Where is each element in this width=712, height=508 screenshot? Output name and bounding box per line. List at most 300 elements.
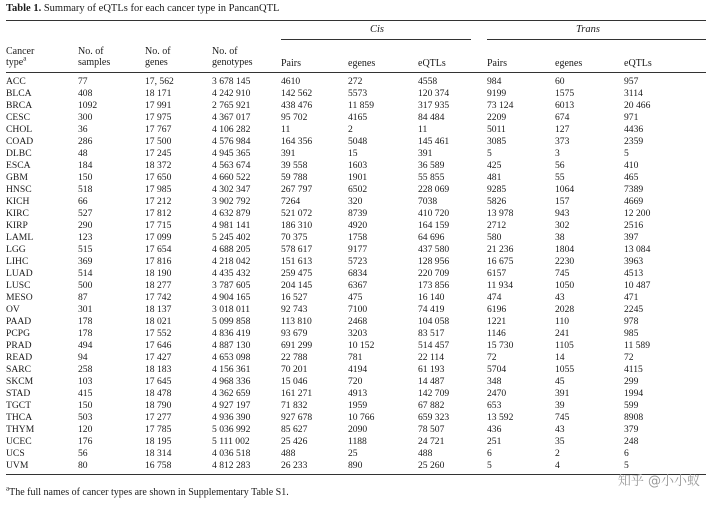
cell-trans-pairs: 9199 (487, 88, 507, 99)
table-row (0, 220, 712, 232)
table-row (0, 412, 712, 424)
table-row (0, 304, 712, 316)
cell-genotypes: 3 678 145 (212, 76, 251, 87)
cell-cis-eqtls: 104 058 (418, 316, 450, 327)
cell-cis-pairs: 161 271 (281, 388, 313, 399)
cell-trans-eqtls: 1994 (624, 388, 644, 399)
cell-cis-eqtls: 128 956 (418, 256, 450, 267)
cis-group-rule (281, 39, 471, 40)
cell-cancer-type: BRCA (6, 100, 33, 111)
table-row (0, 112, 712, 124)
cell-cis-egenes: 2090 (348, 424, 368, 435)
cell-trans-egenes: 1055 (555, 364, 575, 375)
cell-samples: 500 (78, 280, 93, 291)
cell-samples: 503 (78, 412, 93, 423)
cell-trans-eqtls: 5 (624, 148, 629, 159)
table-row (0, 256, 712, 268)
cell-trans-egenes: 38 (555, 232, 565, 243)
cell-cis-egenes: 25 (348, 448, 358, 459)
cell-genes: 17 099 (145, 232, 172, 243)
cell-cis-egenes: 5573 (348, 88, 368, 99)
cell-cancer-type: KIRC (6, 208, 29, 219)
table-row (0, 148, 712, 160)
cell-genotypes: 4 688 205 (212, 244, 251, 255)
cell-cancer-type: GBM (6, 172, 28, 183)
table-row (0, 448, 712, 460)
cell-cis-pairs: 4610 (281, 76, 301, 87)
cell-trans-egenes: 4 (555, 460, 560, 471)
cell-trans-egenes: 110 (555, 316, 570, 327)
cell-cis-egenes: 11 859 (348, 100, 375, 111)
cell-cis-eqtls: 659 323 (418, 412, 450, 423)
cell-samples: 80 (78, 460, 88, 471)
table-row (0, 400, 712, 412)
cell-genes: 18 021 (145, 316, 172, 327)
cell-trans-pairs: 72 (487, 352, 497, 363)
cell-trans-pairs: 580 (487, 232, 502, 243)
cell-samples: 369 (78, 256, 93, 267)
cell-cis-egenes: 1603 (348, 160, 368, 171)
cell-cis-egenes: 4194 (348, 364, 368, 375)
cell-cis-eqtls: 84 484 (418, 112, 445, 123)
table-row (0, 160, 712, 172)
cell-cis-egenes: 4920 (348, 220, 368, 231)
header-cancer-type: Cancer type$^a$ (6, 46, 35, 68)
cell-samples: 176 (78, 436, 93, 447)
cell-trans-pairs: 6157 (487, 268, 507, 279)
cell-trans-egenes: 1575 (555, 88, 575, 99)
cell-cis-eqtls: 437 580 (418, 244, 450, 255)
cell-genes: 18 478 (145, 388, 172, 399)
cell-cis-eqtls: 514 457 (418, 340, 450, 351)
cell-genotypes: 4 660 522 (212, 172, 251, 183)
cell-cancer-type: CESC (6, 112, 30, 123)
cell-trans-eqtls: 3963 (624, 256, 644, 267)
cell-cis-egenes: 720 (348, 376, 363, 387)
cell-cis-eqtls: 22 114 (418, 352, 445, 363)
cell-genotypes: 3 787 605 (212, 280, 251, 291)
cell-cis-eqtls: 4558 (418, 76, 438, 87)
cell-cancer-type: BLCA (6, 88, 32, 99)
cell-cis-pairs: 70 375 (281, 232, 308, 243)
cell-genes: 18 195 (145, 436, 172, 447)
cell-cancer-type: SKCM (6, 376, 34, 387)
cell-cancer-type: COAD (6, 136, 34, 147)
cell-cis-egenes: 10 766 (348, 412, 375, 423)
cell-trans-pairs: 13 978 (487, 208, 514, 219)
cell-trans-egenes: 55 (555, 172, 565, 183)
footnote: $^a$The full names of cancer types are shown in Supplementary Table S1. (6, 484, 289, 498)
cell-genotypes: 5 099 858 (212, 316, 251, 327)
cell-trans-eqtls: 957 (624, 76, 639, 87)
cell-trans-pairs: 21 236 (487, 244, 514, 255)
cell-cancer-type: ESCA (6, 160, 31, 171)
header-cis-eqtls: eQTLs (418, 58, 446, 69)
table-caption (6, 3, 279, 14)
cell-trans-pairs: 11 934 (487, 280, 514, 291)
cell-cis-eqtls: 488 (418, 448, 433, 459)
cell-genes: 17 277 (145, 412, 172, 423)
table-row (0, 136, 712, 148)
cell-trans-egenes: 1804 (555, 244, 575, 255)
cell-trans-eqtls: 10 487 (624, 280, 651, 291)
cell-samples: 1092 (78, 100, 98, 111)
cell-cis-pairs: 164 356 (281, 136, 313, 147)
cell-cis-egenes: 6834 (348, 268, 368, 279)
cell-cis-pairs: 39 558 (281, 160, 308, 171)
cell-trans-pairs: 6196 (487, 304, 507, 315)
cell-trans-egenes: 373 (555, 136, 570, 147)
cell-cis-pairs: 578 617 (281, 244, 313, 255)
cell-genotypes: 4 576 984 (212, 136, 251, 147)
cell-cis-eqtls: 317 935 (418, 100, 450, 111)
cell-cis-egenes: 272 (348, 76, 363, 87)
cell-samples: 94 (78, 352, 88, 363)
cell-trans-egenes: 391 (555, 388, 570, 399)
cell-cis-eqtls: 120 374 (418, 88, 450, 99)
cell-trans-pairs: 16 675 (487, 256, 514, 267)
header-cis-egenes: egenes (348, 58, 376, 69)
cell-trans-egenes: 3 (555, 148, 560, 159)
cell-trans-eqtls: 2516 (624, 220, 644, 231)
cell-cancer-type: UVM (6, 460, 29, 471)
cell-trans-pairs: 5826 (487, 196, 507, 207)
cell-samples: 150 (78, 172, 93, 183)
cell-trans-eqtls: 6 (624, 448, 629, 459)
cell-trans-pairs: 436 (487, 424, 502, 435)
cell-cis-eqtls: 142 709 (418, 388, 450, 399)
cell-trans-pairs: 984 (487, 76, 502, 87)
cell-trans-egenes: 127 (555, 124, 570, 135)
cell-trans-eqtls: 72 (624, 352, 634, 363)
header-rule (6, 72, 706, 73)
cell-cis-pairs: 391 (281, 148, 296, 159)
cell-samples: 48 (78, 148, 88, 159)
cell-cis-egenes: 1959 (348, 400, 368, 411)
cell-genotypes: 4 036 518 (212, 448, 251, 459)
cell-genotypes: 4 563 674 (212, 160, 251, 171)
table-row (0, 232, 712, 244)
cell-trans-eqtls: 465 (624, 172, 639, 183)
cell-trans-egenes: 60 (555, 76, 565, 87)
cell-genes: 17, 562 (145, 76, 174, 87)
cell-trans-egenes: 1064 (555, 184, 575, 195)
watermark: 知乎 @小小蚁 (617, 474, 700, 489)
cell-cis-pairs: 488 (281, 448, 296, 459)
cell-samples: 301 (78, 304, 93, 315)
cell-trans-egenes: 302 (555, 220, 570, 231)
cell-cis-eqtls: 61 193 (418, 364, 445, 375)
cell-trans-pairs: 5011 (487, 124, 506, 135)
cell-cis-pairs: 113 810 (281, 316, 312, 327)
cell-cis-pairs: 438 476 (281, 100, 313, 111)
cell-cis-pairs: 927 678 (281, 412, 313, 423)
cell-cis-eqtls: 78 507 (418, 424, 445, 435)
table-row (0, 244, 712, 256)
cell-trans-egenes: 745 (555, 412, 570, 423)
cell-cancer-type: LUSC (6, 280, 31, 291)
cell-genes: 17 650 (145, 172, 172, 183)
cell-cis-egenes: 2 (348, 124, 353, 135)
cell-genes: 17 654 (145, 244, 172, 255)
cell-cis-egenes: 4165 (348, 112, 368, 123)
cell-cis-egenes: 6367 (348, 280, 368, 291)
cell-genes: 18 183 (145, 364, 172, 375)
table-row (0, 352, 712, 364)
trans-group-label: Trans (576, 24, 600, 35)
cell-genotypes: 4 362 659 (212, 388, 251, 399)
cell-trans-pairs: 251 (487, 436, 502, 447)
header-trans-eqtls: eQTLs (624, 58, 652, 69)
cell-cis-eqtls: 145 461 (418, 136, 450, 147)
cell-trans-eqtls: 20 466 (624, 100, 651, 111)
table-row (0, 268, 712, 280)
cell-genes: 17 975 (145, 112, 172, 123)
table-label: Table 1. (6, 3, 42, 14)
cell-trans-eqtls: 471 (624, 292, 639, 303)
cell-trans-eqtls: 978 (624, 316, 639, 327)
cell-cis-eqtls: 14 487 (418, 376, 445, 387)
cell-trans-egenes: 241 (555, 328, 570, 339)
cell-cis-pairs: 259 475 (281, 268, 313, 279)
header-samples: No. of samples (78, 46, 111, 68)
cell-genotypes: 5 036 992 (212, 424, 251, 435)
cell-cis-pairs: 16 527 (281, 292, 308, 303)
cell-trans-eqtls: 4115 (624, 364, 643, 375)
cell-trans-egenes: 2 (555, 448, 560, 459)
cell-cancer-type: LUAD (6, 268, 33, 279)
cell-trans-eqtls: 379 (624, 424, 639, 435)
cell-samples: 258 (78, 364, 93, 375)
cell-trans-pairs: 5 (487, 460, 492, 471)
cell-samples: 123 (78, 232, 93, 243)
cell-genes: 18 314 (145, 448, 172, 459)
cell-genes: 17 212 (145, 196, 172, 207)
table-row (0, 124, 712, 136)
cell-cancer-type: MESO (6, 292, 33, 303)
cell-samples: 66 (78, 196, 88, 207)
cell-samples: 290 (78, 220, 93, 231)
cell-cis-pairs: 15 046 (281, 376, 308, 387)
cell-genotypes: 4 968 336 (212, 376, 251, 387)
cell-cis-eqtls: 7038 (418, 196, 438, 207)
cell-cis-egenes: 6502 (348, 184, 368, 195)
table-row (0, 184, 712, 196)
cell-cis-eqtls: 36 589 (418, 160, 445, 171)
cell-cancer-type: CHOL (6, 124, 33, 135)
header-trans-egenes: egenes (555, 58, 583, 69)
cell-cancer-type: PAAD (6, 316, 32, 327)
cell-cis-pairs: 204 145 (281, 280, 313, 291)
cell-cis-pairs: 59 788 (281, 172, 308, 183)
table-row (0, 100, 712, 112)
table-row (0, 340, 712, 352)
cell-cis-egenes: 5048 (348, 136, 368, 147)
table-row (0, 436, 712, 448)
cell-cis-eqtls: 16 140 (418, 292, 445, 303)
cell-cis-egenes: 1901 (348, 172, 368, 183)
cell-genotypes: 4 435 432 (212, 268, 251, 279)
cell-cancer-type: THYM (6, 424, 35, 435)
cell-trans-eqtls: 2359 (624, 136, 644, 147)
cell-cancer-type: HNSC (6, 184, 32, 195)
cell-genes: 17 500 (145, 136, 172, 147)
cell-trans-pairs: 1146 (487, 328, 506, 339)
cell-trans-egenes: 14 (555, 352, 565, 363)
cell-genes: 17 785 (145, 424, 172, 435)
cell-genes: 17 767 (145, 124, 172, 135)
cell-cis-eqtls: 410 720 (418, 208, 450, 219)
table-row (0, 364, 712, 376)
cell-cancer-type: TGCT (6, 400, 32, 411)
cell-cis-pairs: 93 679 (281, 328, 308, 339)
cell-cancer-type: OV (6, 304, 20, 315)
cell-samples: 77 (78, 76, 88, 87)
cell-trans-pairs: 348 (487, 376, 502, 387)
cell-cis-egenes: 8739 (348, 208, 368, 219)
cell-cis-pairs: 85 627 (281, 424, 308, 435)
cell-genes: 17 812 (145, 208, 172, 219)
cell-trans-pairs: 481 (487, 172, 502, 183)
cell-cis-egenes: 475 (348, 292, 363, 303)
cell-genotypes: 4 945 365 (212, 148, 251, 159)
cell-cis-eqtls: 173 856 (418, 280, 450, 291)
cell-cis-eqtls: 74 419 (418, 304, 445, 315)
cell-genotypes: 3 018 011 (212, 304, 251, 315)
cell-cis-pairs: 26 233 (281, 460, 308, 471)
cell-genotypes: 4 812 283 (212, 460, 251, 471)
cell-cis-egenes: 3203 (348, 328, 368, 339)
cell-cancer-type: LGG (6, 244, 26, 255)
cell-trans-eqtls: 3114 (624, 88, 643, 99)
cell-cis-egenes: 4913 (348, 388, 368, 399)
header-genotypes: No. of genotypes (212, 46, 253, 68)
cell-genotypes: 4 981 141 (212, 220, 251, 231)
cell-samples: 408 (78, 88, 93, 99)
cell-cis-pairs: 691 299 (281, 340, 313, 351)
header-genes: No. of genes (145, 46, 171, 68)
cell-cis-egenes: 1188 (348, 436, 367, 447)
cell-cis-eqtls: 391 (418, 148, 433, 159)
cell-genes: 17 715 (145, 220, 172, 231)
table-title: Summary of eQTLs for each cancer type in PancanQTL (43, 3, 280, 14)
cell-samples: 515 (78, 244, 93, 255)
cell-genotypes: 4 106 282 (212, 124, 251, 135)
cell-cis-pairs: 11 (281, 124, 291, 135)
header-cis-pairs: Pairs (281, 58, 301, 69)
cell-cis-eqtls: 55 855 (418, 172, 445, 183)
cell-genes: 16 758 (145, 460, 172, 471)
table-row (0, 424, 712, 436)
cell-trans-pairs: 73 124 (487, 100, 514, 111)
cell-genes: 18 171 (145, 88, 172, 99)
table-row (0, 196, 712, 208)
cell-cis-pairs: 151 613 (281, 256, 313, 267)
table-row (0, 460, 712, 472)
cell-samples: 120 (78, 424, 93, 435)
cell-cancer-type: PRAD (6, 340, 32, 351)
cell-cancer-type: UCEC (6, 436, 32, 447)
cell-genes: 17 816 (145, 256, 172, 267)
cell-cis-pairs: 521 072 (281, 208, 313, 219)
cell-genotypes: 4 936 390 (212, 412, 251, 423)
cell-genes: 18 372 (145, 160, 172, 171)
cell-samples: 87 (78, 292, 88, 303)
cell-trans-pairs: 3085 (487, 136, 507, 147)
cell-trans-egenes: 56 (555, 160, 565, 171)
cell-samples: 494 (78, 340, 93, 351)
trans-group-rule (487, 39, 706, 40)
cell-cis-egenes: 2468 (348, 316, 368, 327)
cell-cis-egenes: 5723 (348, 256, 368, 267)
cell-trans-pairs: 2209 (487, 112, 507, 123)
cell-samples: 415 (78, 388, 93, 399)
cell-genotypes: 4 836 419 (212, 328, 251, 339)
cell-samples: 103 (78, 376, 93, 387)
cell-cancer-type: LAML (6, 232, 34, 243)
cell-cancer-type: SARC (6, 364, 32, 375)
table-row (0, 316, 712, 328)
cell-trans-pairs: 2712 (487, 220, 507, 231)
cell-trans-egenes: 674 (555, 112, 570, 123)
cell-samples: 150 (78, 400, 93, 411)
cell-cis-eqtls: 164 159 (418, 220, 450, 231)
top-rule (6, 20, 706, 21)
cell-trans-eqtls: 410 (624, 160, 639, 171)
cell-cis-eqtls: 228 069 (418, 184, 450, 195)
cell-genotypes: 4 156 361 (212, 364, 251, 375)
cell-trans-eqtls: 4436 (624, 124, 644, 135)
cell-trans-egenes: 6013 (555, 100, 575, 111)
cell-genotypes: 4 632 879 (212, 208, 251, 219)
cell-cis-pairs: 92 743 (281, 304, 308, 315)
cell-genes: 17 985 (145, 184, 172, 195)
cell-trans-pairs: 2470 (487, 388, 507, 399)
cell-trans-eqtls: 397 (624, 232, 639, 243)
cell-cis-pairs: 25 426 (281, 436, 308, 447)
cell-trans-egenes: 1105 (555, 340, 574, 351)
cell-cis-pairs: 95 702 (281, 112, 308, 123)
cell-genotypes: 2 765 921 (212, 100, 251, 111)
cell-samples: 184 (78, 160, 93, 171)
cell-trans-eqtls: 5 (624, 460, 629, 471)
cell-cis-pairs: 71 832 (281, 400, 308, 411)
cell-trans-eqtls: 985 (624, 328, 639, 339)
table-row (0, 88, 712, 100)
cell-cis-eqtls: 24 721 (418, 436, 445, 447)
cell-cis-eqtls: 67 882 (418, 400, 445, 411)
cell-samples: 518 (78, 184, 93, 195)
cell-samples: 178 (78, 316, 93, 327)
cell-cis-eqtls: 25 260 (418, 460, 445, 471)
cell-cancer-type: KICH (6, 196, 30, 207)
cell-cancer-type: READ (6, 352, 33, 363)
cell-trans-eqtls: 599 (624, 400, 639, 411)
cell-genotypes: 4 302 347 (212, 184, 251, 195)
cell-trans-pairs: 5704 (487, 364, 507, 375)
table-row (0, 172, 712, 184)
table-row (0, 208, 712, 220)
table-row (0, 292, 712, 304)
cell-cis-eqtls: 11 (418, 124, 428, 135)
cell-genes: 17 646 (145, 340, 172, 351)
cell-genotypes: 4 242 910 (212, 88, 251, 99)
cell-trans-egenes: 157 (555, 196, 570, 207)
cell-genes: 17 991 (145, 100, 172, 111)
cis-group-label: Cis (370, 24, 385, 35)
cell-trans-eqtls: 2245 (624, 304, 644, 315)
cell-trans-eqtls: 8908 (624, 412, 644, 423)
